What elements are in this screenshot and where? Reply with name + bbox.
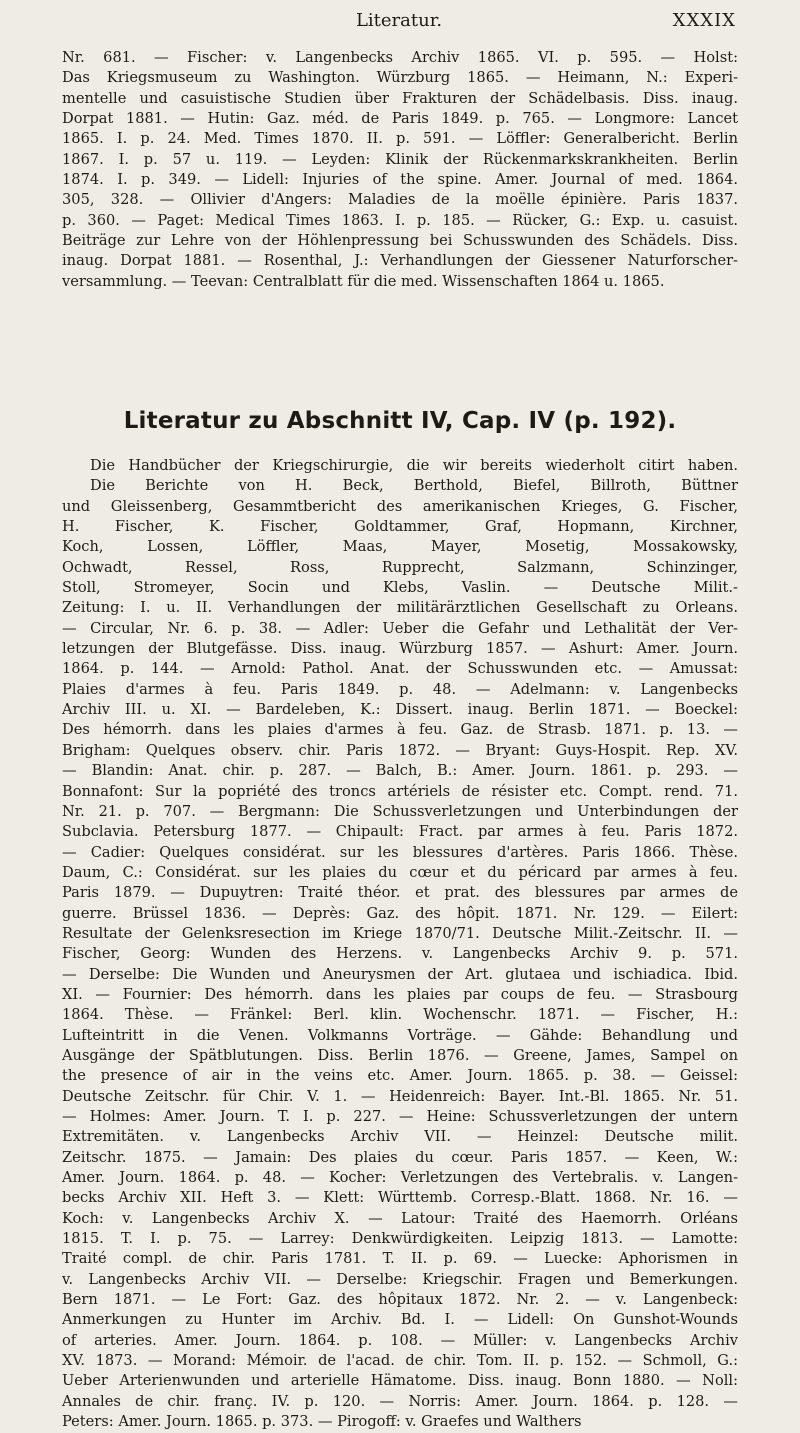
text-line: 1867. I. p. 57 u. 119. — Leyden: Klinik der Rückenmarkskrankheiten. Berlin xyxy=(62,150,738,168)
text-line: Plaies d'armes à feu. Paris 1849. p. 48. — Adelmann: v. Langenbecks xyxy=(62,680,738,698)
text-line: Archiv III. u. XI. — Bardeleben, K.: Dissert. inaug. Berlin 1871. — Boeckel: xyxy=(62,701,738,719)
text-line: of arteries. Amer. Journ. 1864. p. 108. — Müller: v. Langenbecks Archiv xyxy=(62,1331,738,1349)
text-line: 305, 328. — Ollivier d'Angers: Maladies de la moëlle épinière. Paris 1837. xyxy=(62,191,738,209)
text-line: XI. — Fournier: Des hémorrh. dans les plaies par coups de feu. — Strasbourg xyxy=(62,985,738,1003)
text-line: 1874. I. p. 349. — Lidell: Injuries of the spine. Amer. Journal of med. 1864. xyxy=(62,171,738,189)
text-line: — Blandin: Anat. chir. p. 287. — Balch, B.: Amer. Journ. 1861. p. 293. — xyxy=(62,762,738,780)
text-line: guerre. Brüssel 1836. — Deprès: Gaz. des hôpit. 1871. Nr. 129. — Eilert: xyxy=(62,904,738,922)
text-line: versammlung. — Teevan: Centralblatt für die med. Wissenschaften 1864 u. 1865. xyxy=(62,272,665,290)
text-line: Stoll, Stromeyer, Socin und Klebs, Vaslin. — Deutsche Milit.- xyxy=(62,579,738,597)
text-line: Brigham: Quelques observ. chir. Paris 1872. — Bryant: Guys-Hospit. Rep. XV. xyxy=(62,741,738,759)
text-line: — Circular, Nr. 6. p. 38. — Adler: Ueber die Gefahr und Lethalität der Ver- xyxy=(62,619,738,637)
text-line: the presence of air in the veins etc. Amer. Journ. 1865. p. 38. — Geissel: xyxy=(62,1067,738,1085)
text-line: 1864. Thèse. — Fränkel: Berl. klin. Wochenschr. 1871. — Fischer, H.: xyxy=(62,1006,738,1024)
text-line: Die Berichte von H. Beck, Berthold, Biefel, Billroth, Büttner xyxy=(90,477,738,495)
text-line: Zeitschr. 1875. — Jamain: Des plaies du cœur. Paris 1857. — Keen, W.: xyxy=(62,1148,738,1166)
text-line: inaug. Dorpat 1881. — Rosenthal, J.: Verhandlungen der Giessener Naturforscher- xyxy=(62,252,738,270)
text-line: Anmerkungen zu Hunter im Archiv. Bd. I. — Lidell: On Gunshot-Wounds xyxy=(62,1311,738,1329)
text-line: — Cadier: Quelques considérat. sur les blessures d'artères. Paris 1866. Thèse. xyxy=(62,843,738,861)
text-line: mentelle und casuistische Studien über Frakturen der Schädelbasis. Diss. inaug. xyxy=(62,89,738,107)
bibliography-continued xyxy=(62,48,738,292)
text-line: Des hémorrh. dans les plaies d'armes à feu. Gaz. de Strasb. 1871. p. 13. — xyxy=(62,721,738,739)
text-line: — Holmes: Amer. Journ. T. I. p. 227. — Heine: Schussverletzungen der untern xyxy=(62,1108,738,1125)
text-line: becks Archiv XII. Heft 3. — Klett: Württemb. Corresp.-Blatt. 1868. Nr. 16. — xyxy=(62,1189,738,1207)
running-head-title: Literatur. xyxy=(355,10,443,31)
text-line: 1865. I. p. 24. Med. Times 1870. II. p. 591. — Löffler: Generalbericht. Berlin xyxy=(62,130,738,148)
text-line: Dorpat 1881. — Hutin: Gaz. méd. de Paris 1849. p. 765. — Longmore: Lancet xyxy=(62,110,738,128)
text-line: Nr. 681. — Fischer: v. Langenbecks Archiv 1865. VI. p. 595. — Holst: xyxy=(62,49,738,66)
text-line: Ausgänge der Spätblutungen. Diss. Berlin 1876. — Greene, James, Sampel on xyxy=(62,1046,738,1064)
text-line: Nr. 21. p. 707. — Bergmann: Die Schussverletzungen und Unterbindungen der xyxy=(62,802,738,820)
text-line: letzungen der Blutgefässe. Diss. inaug. Würzburg 1857. — Ashurt: Amer. Journ. xyxy=(62,640,738,658)
text-line: v. Langenbecks Archiv VII. — Derselbe: Kriegschir. Fragen und Bemerkungen. xyxy=(62,1270,738,1288)
text-line: Ochwadt, Ressel, Ross, Rupprecht, Salzmann, Schinzinger, xyxy=(62,558,738,576)
text-line: Koch: v. Langenbecks Archiv X. — Latour: Traité des Haemorrh. Orléans xyxy=(62,1209,738,1227)
page-number: XXXIX xyxy=(672,10,736,31)
text-line: Daum, C.: Considérat. sur les plaies du cœur et du péricard par armes à feu. xyxy=(62,863,738,881)
text-line: Peters: Amer. Journ. 1865. p. 373. — Pirogoff: v. Graefes und Walthers xyxy=(62,1413,582,1431)
text-line: Resultate der Gelenksresection im Kriege 1870/71. Deutsche Milit.-Zeitschr. II. — xyxy=(62,924,738,942)
text-line: Extremitäten. v. Langenbecks Archiv VII. — Heinzel: Deutsche milit. xyxy=(62,1128,738,1146)
text-line: 1864. p. 144. — Arnold: Pathol. Anat. der Schusswunden etc. — Amussat: xyxy=(62,660,738,678)
text-line: Zeitung: I. u. II. Verhandlungen der militärärztlichen Gesellschaft zu Orleans. xyxy=(62,599,738,617)
text-line: Subclavia. Petersburg 1877. — Chipault: Fract. par armes à feu. Paris 1872. xyxy=(62,823,738,841)
running-head xyxy=(62,10,736,36)
text-line: Koch, Lossen, Löffler, Maas, Mayer, Mosetig, Mossakowsky, xyxy=(62,538,738,556)
text-line: Annales de chir. franç. IV. p. 120. — Norris: Amer. Journ. 1864. p. 128. — xyxy=(62,1392,738,1410)
text-line: Beiträge zur Lehre von der Höhlenpressung bei Schusswunden des Schädels. Diss. xyxy=(62,232,738,250)
text-line: Amer. Journ. 1864. p. 48. — Kocher: Verletzungen des Vertebralis. v. Langen- xyxy=(62,1169,738,1187)
text-line: Ueber Arterienwunden und arterielle Hämatome. Diss. inaug. Bonn 1880. — Noll: xyxy=(62,1372,738,1390)
text-line: Deutsche Zeitschr. für Chir. V. 1. — Heidenreich: Bayer. Int.-Bl. 1865. Nr. 51. xyxy=(62,1087,738,1105)
text-line: Die Handbücher der Kriegschirurgie, die wir bereits wiederholt citirt haben. xyxy=(90,457,738,474)
text-line: p. 360. — Paget: Medical Times 1863. I. p. 185. — Rücker, G.: Exp. u. casuist. xyxy=(62,211,738,229)
text-line: — Derselbe: Die Wunden und Aneurysmen der Art. glutaea und ischiadica. Ibid. xyxy=(62,965,738,983)
text-line: Das Kriegsmuseum zu Washington. Würzburg 1865. — Heimann, N.: Experi- xyxy=(62,69,738,87)
text-line: Paris 1879. — Dupuytren: Traité théor. et prat. des blessures par armes de xyxy=(62,884,738,902)
text-line: H. Fischer, K. Fischer, Goldtammer, Graf, Hopmann, Kirchner, xyxy=(62,518,738,536)
text-line: Bonnafont: Sur la popriété des troncs artériels de résister etc. Compt. rend. 71. xyxy=(62,782,738,800)
text-line: XV. 1873. — Morand: Mémoir. de l'acad. de chir. Tom. II. p. 152. — Schmoll, G.: xyxy=(62,1352,738,1370)
text-line: 1815. T. I. p. 75. — Larrey: Denkwürdigkeiten. Leipzig 1813. — Lamotte: xyxy=(62,1230,738,1248)
text-line: Traité compl. de chir. Paris 1781. T. II. p. 69. — Luecke: Aphorismen in xyxy=(62,1250,738,1268)
text-line: Lufteintritt in die Venen. Volkmanns Vorträge. — Gähde: Behandlung und xyxy=(62,1026,738,1044)
text-line: und Gleissenberg, Gesammtbericht des amerikanischen Krieges, G. Fischer, xyxy=(62,497,738,515)
section-heading: Literatur zu Abschnitt IV, Cap. IV (p. 192). xyxy=(123,408,677,434)
bibliography-section-iv xyxy=(62,456,738,1433)
text-line: Bern 1871. — Le Fort: Gaz. des hôpitaux 1872. Nr. 2. — v. Langenbeck: xyxy=(62,1291,738,1309)
text-line: Fischer, Georg: Wunden des Herzens. v. Langenbecks Archiv 9. p. 571. xyxy=(62,945,738,963)
